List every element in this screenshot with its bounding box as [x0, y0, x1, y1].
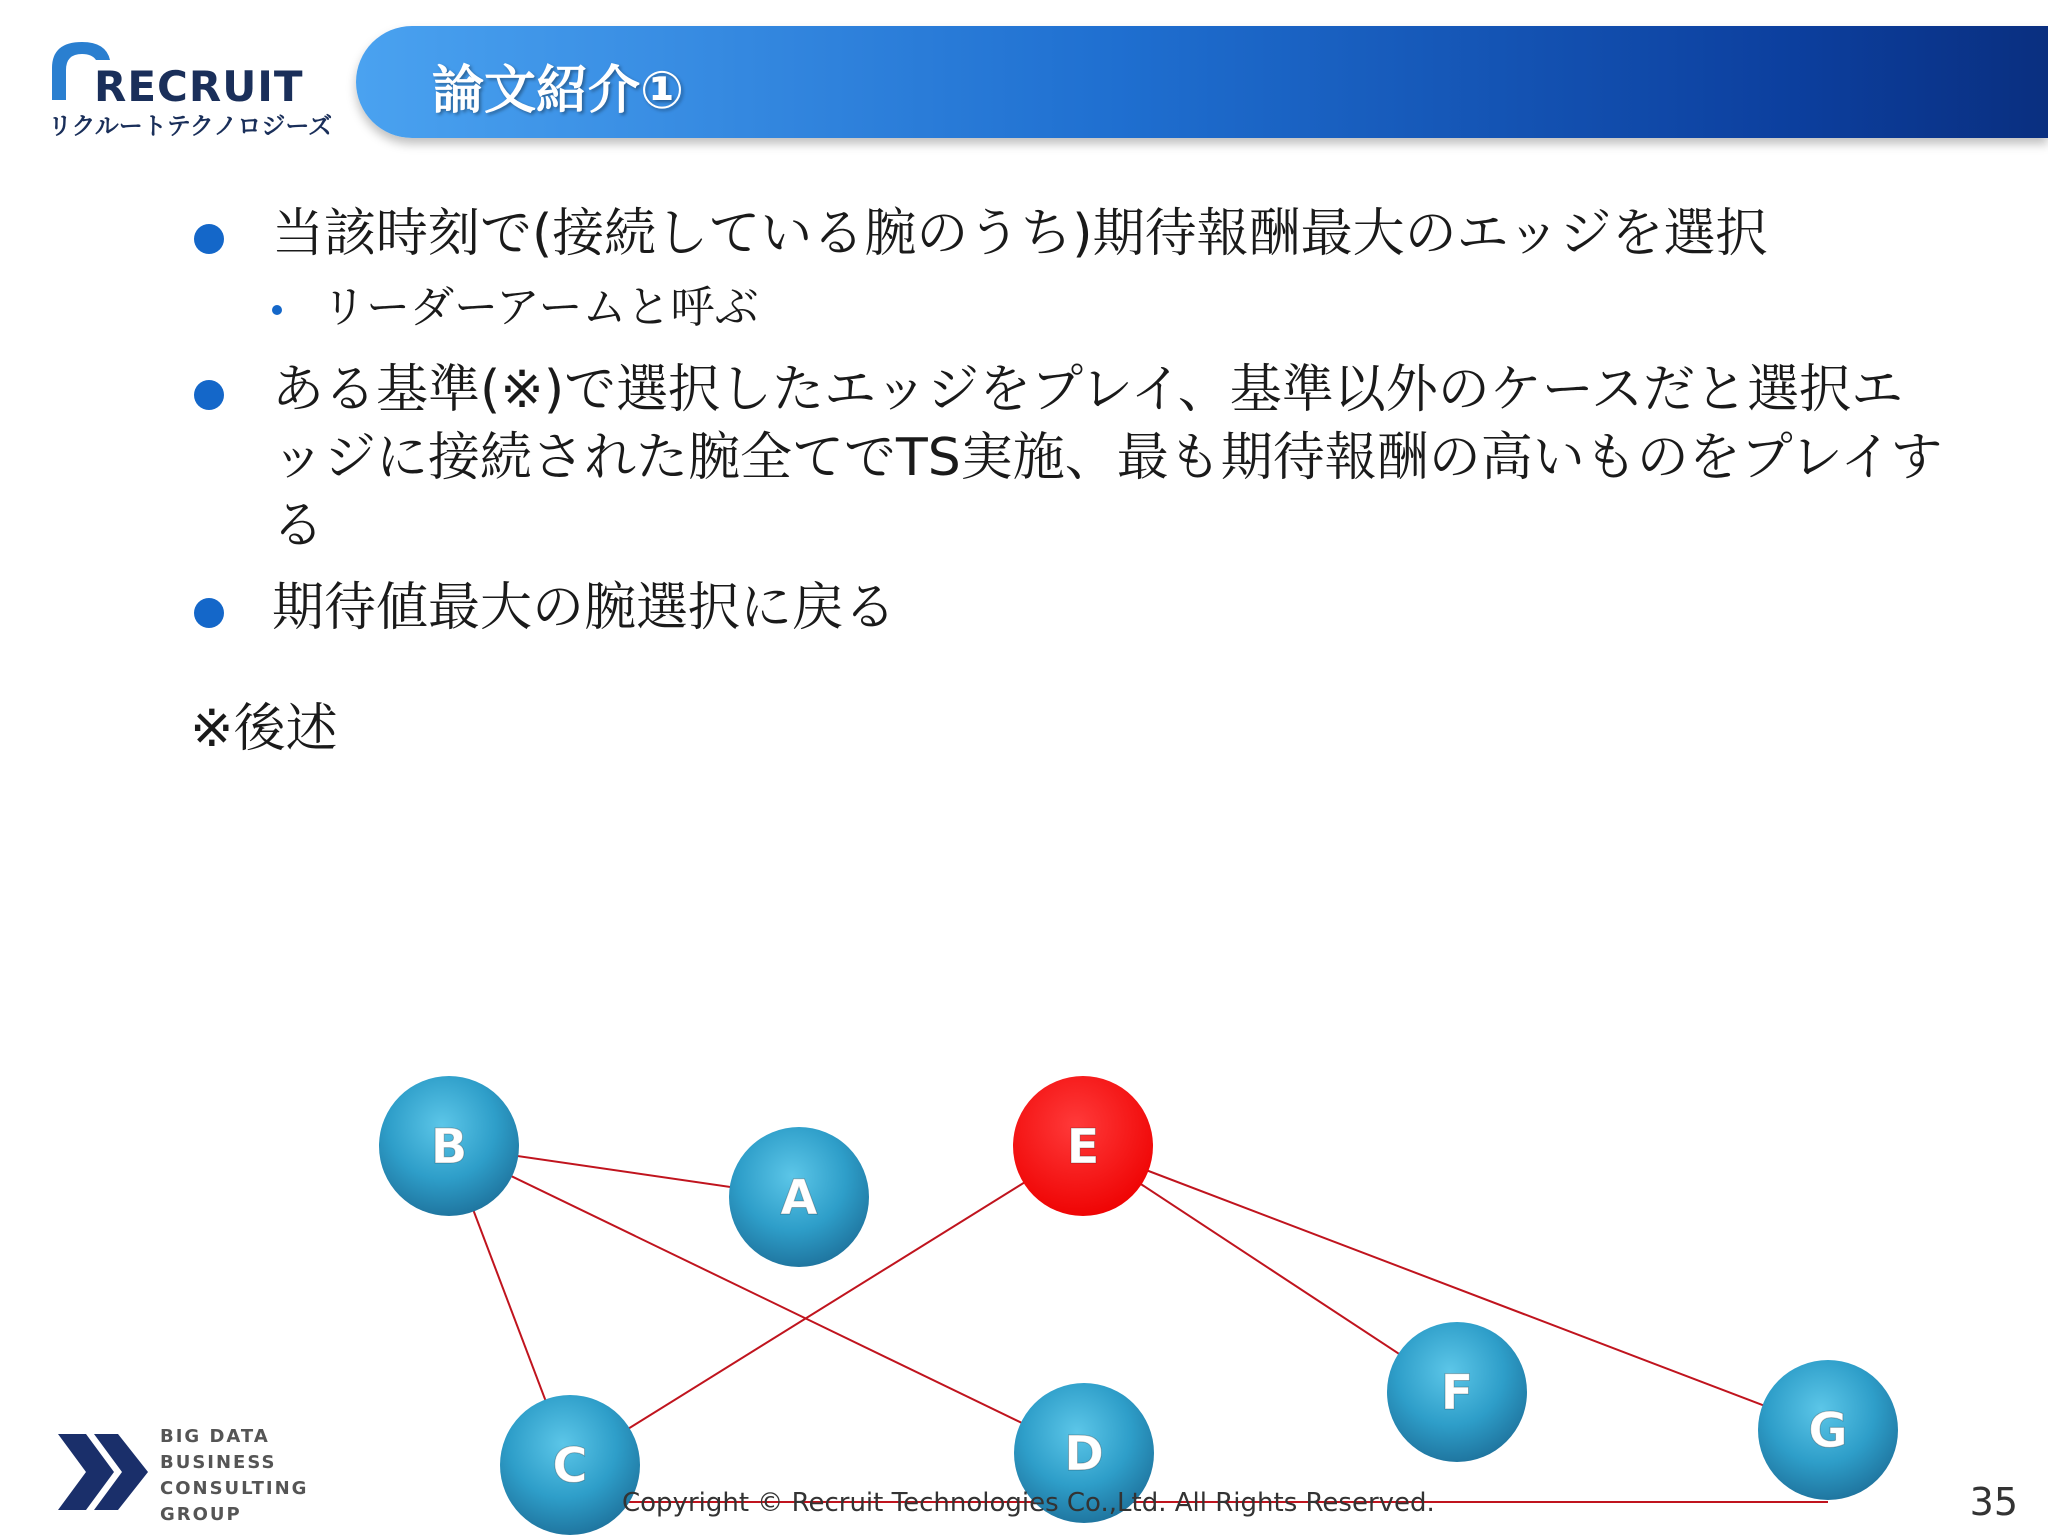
sub-bullet-text: リーダーアームと呼ぶ — [322, 282, 759, 333]
node-label: D — [1064, 1426, 1104, 1482]
node-label: G — [1808, 1403, 1848, 1459]
group-name — [160, 1424, 308, 1528]
node-G — [1758, 1360, 1898, 1500]
node-label: F — [1440, 1365, 1474, 1421]
node-label: B — [430, 1119, 468, 1175]
node-B — [379, 1076, 519, 1216]
footnote-marker: ※後述 — [190, 699, 338, 759]
node-C — [500, 1395, 640, 1535]
bdbc-group-logo — [56, 1418, 356, 1528]
group-line: BIG DATA — [160, 1426, 270, 1447]
group-line: CONSULTING — [160, 1478, 309, 1499]
bullet-text: 期待値最大の腕選択に戻る — [272, 578, 897, 638]
node-label: E — [1066, 1119, 1100, 1175]
node-label: A — [780, 1170, 818, 1226]
logo-subtitle: リクルートテクノロジーズ — [48, 112, 333, 140]
node-A — [729, 1127, 869, 1267]
bullet-text: ある基準(※)で選択したエッジをプレイ、基準以外のケースだと選択エッジに接続された腕全てでTS実施、最も期待報酬の高いものをプレイする — [272, 360, 1943, 556]
node-E — [1013, 1076, 1153, 1216]
group-line: GROUP — [160, 1504, 242, 1525]
double-chevron-icon — [56, 1432, 152, 1512]
slide-title: 論文紹介① — [432, 61, 685, 121]
logo-wordmark: RECRUIT — [94, 62, 304, 111]
page-number: 35 — [1969, 1480, 2018, 1524]
group-line: BUSINESS — [160, 1452, 277, 1473]
node-label: C — [552, 1438, 588, 1494]
node-F — [1387, 1322, 1527, 1462]
bullet-text: 当該時刻で(接続している腕のうち)期待報酬最大のエッジを選択 — [272, 204, 1768, 264]
copyright-text: Copyright © Recruit Technologies Co.,Ltd. All Rights Reserved. — [622, 1488, 1435, 1518]
